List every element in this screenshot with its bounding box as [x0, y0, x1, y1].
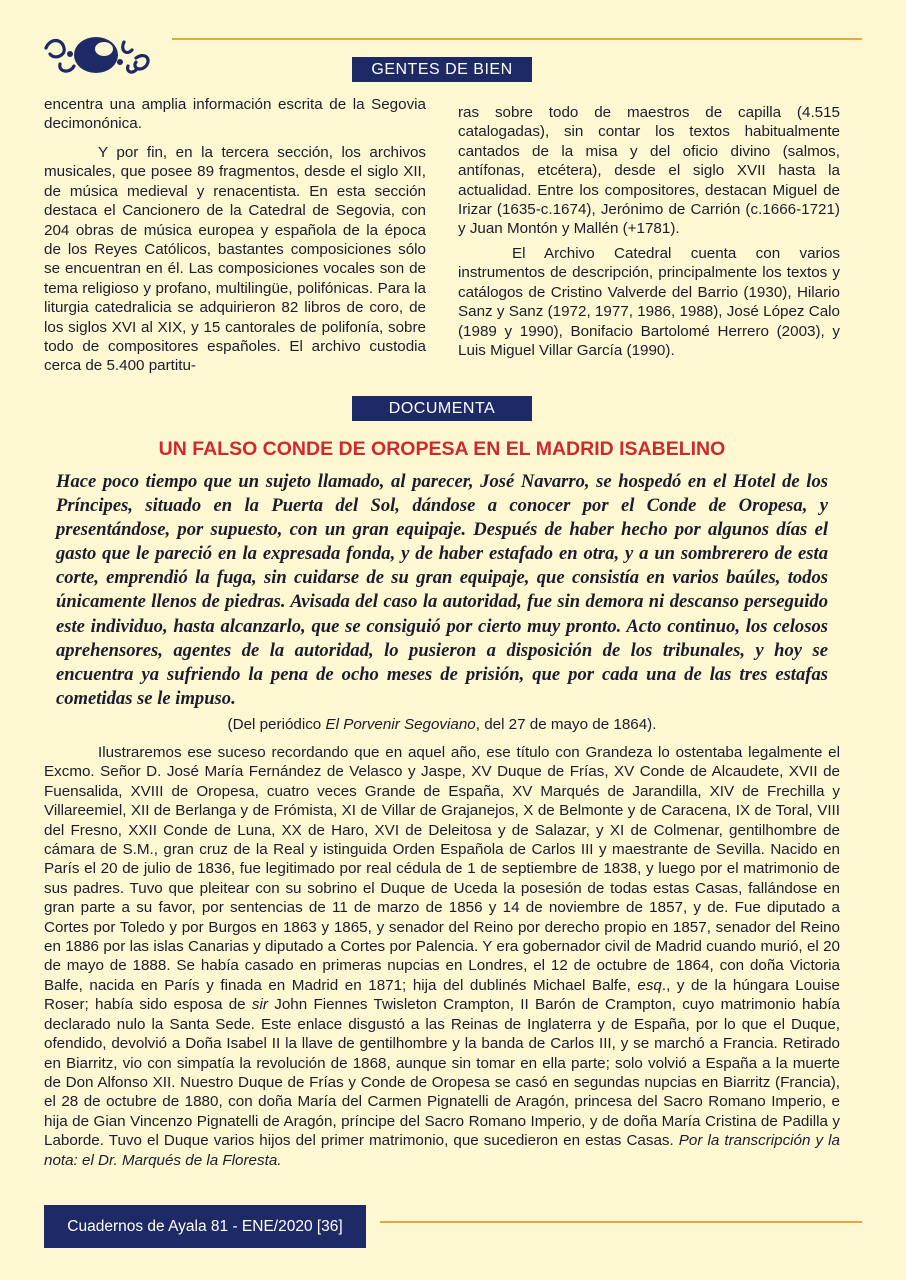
top-divider — [172, 38, 862, 40]
body-esq: esq — [637, 976, 662, 994]
source-newspaper: El Porvenir Segoviano — [325, 716, 476, 733]
source-prefix: (Del periódico — [227, 716, 326, 733]
source-suffix: , del 27 de mayo de 1864). — [475, 716, 657, 733]
article-title: UN FALSO CONDE DE OROPESA EN EL MADRID ISABELINO — [158, 438, 726, 460]
body-credit: Por la transcripción y la nota: el Dr. Marqués de la Floresta. — [44, 1132, 840, 1169]
body-sir: sir — [251, 996, 268, 1014]
quote-source — [44, 716, 840, 733]
body-text-c: John Fiennes Twisleton Crampton, II Barón de Crampton, cuyo matrimonio había declarado nulo la Santa Sede. Este enlace disgustó a las Reinas de Inglaterra y de España, por lo que el Duque, ofendido, devolvió a Doña Isabel II la llave de gentilhombre y la banda de Carlos III, y se marchó a Francia. Retirado en Biarritz, vio con simpatía la revolución de 1868, aunque sin tomar en ella parte; solo volvió a España a la muerte de Don Alfonso XII. Nuestro Duque de Frías y Conde de Oropesa se casó en segundas nupcias en Biarritz (Francia), el 28 de octubre de 1880, con doña María del Carmen Pignatelli de Aragón, princesa del Sacro Romano Imperio, e hija de Gian Vincenzo Pignatelli de Aragón, príncipe del Sacro Romano Imperio, y de doña María Cristina de Padilla y Laborde. Tuvo el Duque varios hijos del primer matrimonio, que sucedieron en estas Casas. — [44, 996, 840, 1150]
bottom-divider — [380, 1221, 862, 1223]
column-right-paragraph-2: El Archivo Catedral cuenta con varios instrumentos de descripción, principalmente los textos y catálogos de Cristino Valverde del Barrio (1930), Hilario Sanz y Sanz (1972, 1977, 1986, 1988), José López Calo (1989 y 1990), Bonifacio Bartolomé Herrero (2003), y Luis Miguel Villar García (1990). — [458, 245, 840, 360]
column-left-paragraph-2: Y por fin, en la tercera sección, los archivos musicales, que posee 89 fragmentos, desde el siglo XII, de música medieval y renacentista. En esta sección destaca el Cancionero de la Catedral de Segovia, con 204 obras de música europea y española de la época de los Reyes Católicos, bastantes composiciones sólo se encuentran en él. Las composiciones vocales son de tema religioso y profano, multilingüe, polifónicas. Para la liturgia catedralicia se adquirieron 82 libros de coro, de los siglos XVI al XIX, y 15 cantorales de polifonía, sobre todo de compositores españoles. El archivo custodia cerca de 5.400 partitu- — [44, 144, 426, 375]
column-left-paragraph-1: encentra una amplia información escrita de la Segovia decimonónica. — [44, 96, 426, 133]
body-text-a: Ilustraremos ese suceso recordando que en aquel año, ese título con Grandeza lo ostentaba legalmente el Excmo. Señor D. José María Fernández de Velasco y Jaspe, XV Duque de Frías, XV Conde de Alcaudete, XVII de Fuensalida, XVIII de Oropesa, cuatro veces Grande de España, XV Marqués de Jarandilla, XIV de Frechilla y Villareemiel, XII de Berlanga y de Frómista, XI de Villar de Grajanejos, X de Belmonte y de Caracena, IX de Toral, VIII del Fresno, XXII Conde de Luna, XX de Haro, XVI de Deleitosa y de Salazar, y XI de Colmenar, gentilhombre de cámara de S.M., gran cruz de la Real y istinguida Orden Española de Carlos III y maestrante de Sevilla. Nacido en París el 20 de julio de 1836, fue legitimado por real cédula de 1 de septiembre de 1838, y luego por el matrimonio de sus padres. Tuvo que pleitear con su sobrino el Duque de Uceda la posesión de todas estas Casas, fallándose en gran parte a su favor, por sentencias de 11 de marzo de 1856 y 14 de noviembre de 1857, y de. Fue diputado a Cortes por Toledo y por Burgos en 1863 y 1865, y senador del Reino por derecho propio en 1857, senador del Reino en 1886 por las islas Canarias y diputado a Cortes por Palencia. Y era gobernador civil de Madrid cuando murió, el 20 de mayo de 1888. Se había casado en primeras nupcias en Londres, el 12 de octubre de 1864, con doña Victoria Balfe, nacida en París y finada en Madrid en 1871; hija del dublinés Michael Balfe, — [44, 744, 840, 994]
quoted-news-excerpt: Hace poco tiempo que un sujeto llamado, al parecer, José Navarro, se hospedó en el Hotel de los Príncipes, situado en la Puerta del Sol, dándose a conocer por el Conde de Oropesa, y presentándose, por supuesto, con un gran equipaje. Después de haber hecho por algunos días el gasto que le pareció en la expresada fonda, y de haber estafado en otra, y a un sombrerero de esta corte, emprendió la fuga, sin cuidarse de su gran equipaje, que consistía en varios baúles, todos únicamente llenos de piedras. Avisada del caso la autoridad, fue sin demora ni descanso perseguido este individuo, hasta alcanzarlo, que se consiguió por cierto muy pronto. Acto continuo, los celosos aprehensores, agentes de la autoridad, lo pusieron a disposición de los tribunales, y hoy se encuentra ya sufriendo la pena de ocho meses de prisión, que por cada una de las tres estafas cometidas se le impuso. — [56, 471, 828, 709]
decorative-ornament-icon — [40, 34, 156, 76]
footer-issue-label: Cuadernos de Ayala 81 - ENE/2020 [36] — [44, 1205, 366, 1248]
body-text-b: ., y de la húngara Louise Roser; había sido esposa de — [44, 976, 840, 1014]
column-right-paragraph-1: ras sobre todo de maestros de capilla (4.515 catalogadas), sin contar los textos habitualmente cantados de la misa y del oficio divino (salmos, antífonas, etcétera), desde el siglo XVII hasta la actualidad. Entre los compositores, destacan Miguel de Irizar (1635-c.1674), Jerónimo de Carrión (c.1666-1721) y Juan Montón y Mallén (+1781). — [458, 104, 840, 238]
section-label-documenta: DOCUMENTA — [352, 396, 532, 421]
article-body — [44, 743, 840, 1170]
section-label-gentes: GENTES DE BIEN — [352, 57, 532, 82]
